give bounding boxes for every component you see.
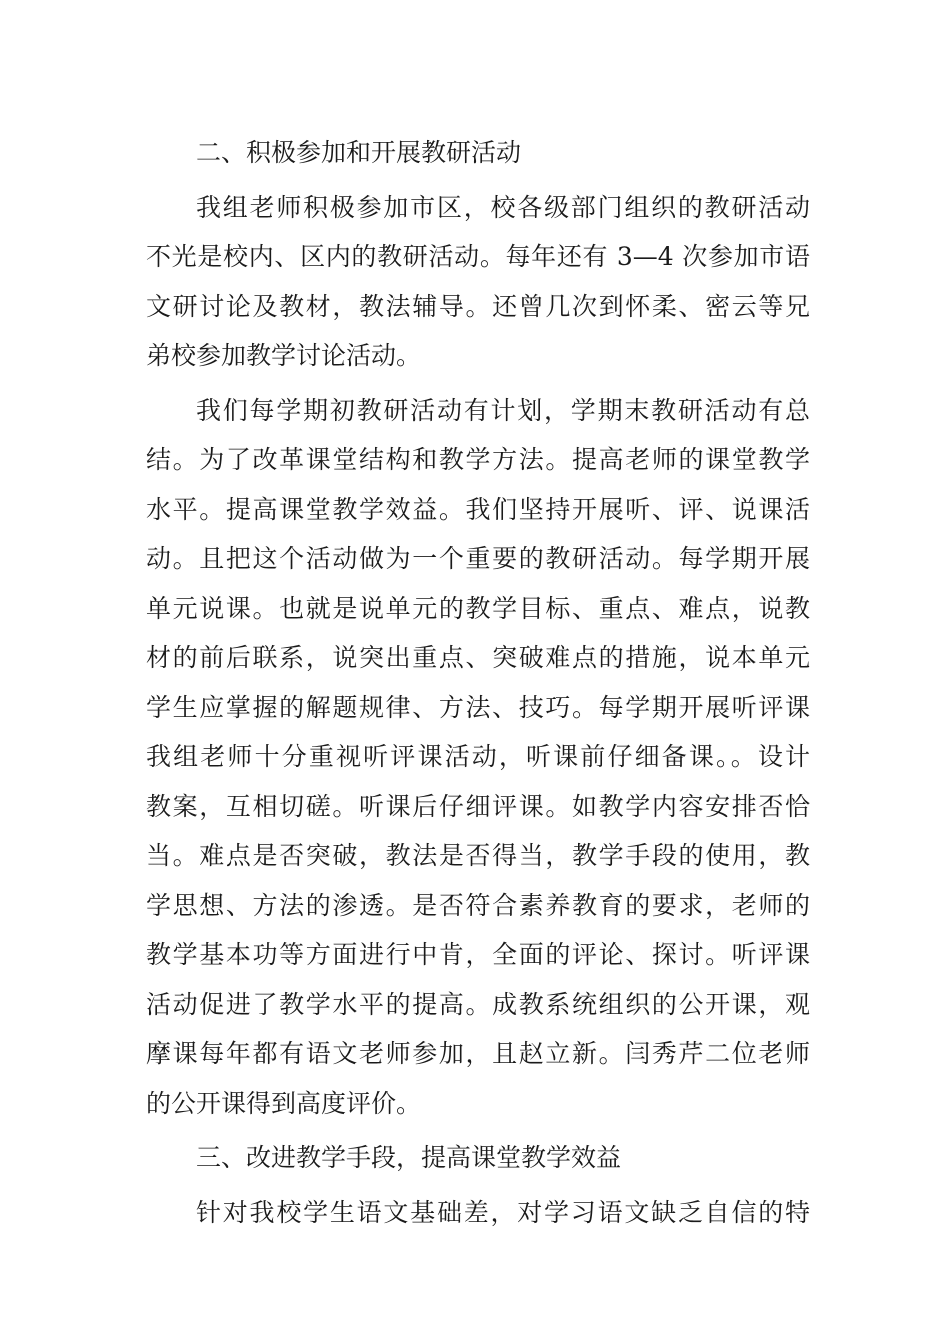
paragraph-line: 教案，互相切磋。听课后仔细评课。如教学内容安排否恰 bbox=[146, 791, 810, 821]
paragraph-line: 文研讨论及教材，教法辅导。还曾几次到怀柔、密云等兄 bbox=[146, 291, 810, 321]
paragraph-line: 材的前后联系，说突出重点、突破难点的措施，说本单元 bbox=[146, 643, 810, 672]
paragraph-line: 单元说课。也就是说单元的教学目标、重点、难点，说教 bbox=[146, 593, 810, 623]
paragraph-line: 摩课每年都有语文老师参加，且赵立新。闫秀芹二位老师 bbox=[146, 1039, 810, 1068]
paragraph-line: 针对我校学生语文基础差，对学习语文缺乏自信的特 bbox=[196, 1197, 810, 1227]
paragraph-line: 结。为了改革课堂结构和教学方法。提高老师的课堂教学 bbox=[146, 445, 810, 474]
paragraph-line: 当。难点是否突破，教法是否得当，教学手段的使用，教 bbox=[146, 841, 810, 870]
paragraph-line: 不光是校内、区内的教研活动。每年还有 3—4 次参加市语 bbox=[146, 242, 810, 271]
paragraph-line: 学思想、方法的渗透。是否符合素养教育的要求，老师的 bbox=[146, 890, 810, 920]
document-body bbox=[146, 128, 810, 1237]
section-heading-3: 三、改进教学手段，提高课堂教学效益 bbox=[196, 1143, 622, 1172]
section-heading-2: 二、积极参加和开展教研活动 bbox=[196, 138, 522, 167]
paragraph-line: 活动促进了教学水平的提高。成教系统组织的公开课，观 bbox=[146, 989, 810, 1019]
paragraph-line: 我们每学期初教研活动有计划，学期末教研活动有总 bbox=[196, 395, 810, 425]
paragraph-line: 弟校参加教学讨论活动。 bbox=[146, 341, 422, 370]
paragraph-line: 我组老师积极参加市区，校各级部门组织的教研活动 bbox=[196, 192, 810, 222]
paragraph-line: 我组老师十分重视听评课活动，听课前仔细备课。。设计 bbox=[146, 742, 810, 771]
paragraph-line: 的公开课得到高度评价。 bbox=[146, 1088, 422, 1118]
paragraph-line: 学生应掌握的解题规律、方法、技巧。每学期开展听评课 bbox=[146, 692, 810, 722]
paragraph-line: 动。且把这个活动做为一个重要的教研活动。每学期开展 bbox=[146, 544, 810, 573]
paragraph-line: 教学基本功等方面进行中肯，全面的评论、探讨。听评课 bbox=[146, 940, 810, 969]
paragraph-line: 水平。提高课堂教学效益。我们坚持开展听、评、说课活 bbox=[146, 494, 810, 524]
